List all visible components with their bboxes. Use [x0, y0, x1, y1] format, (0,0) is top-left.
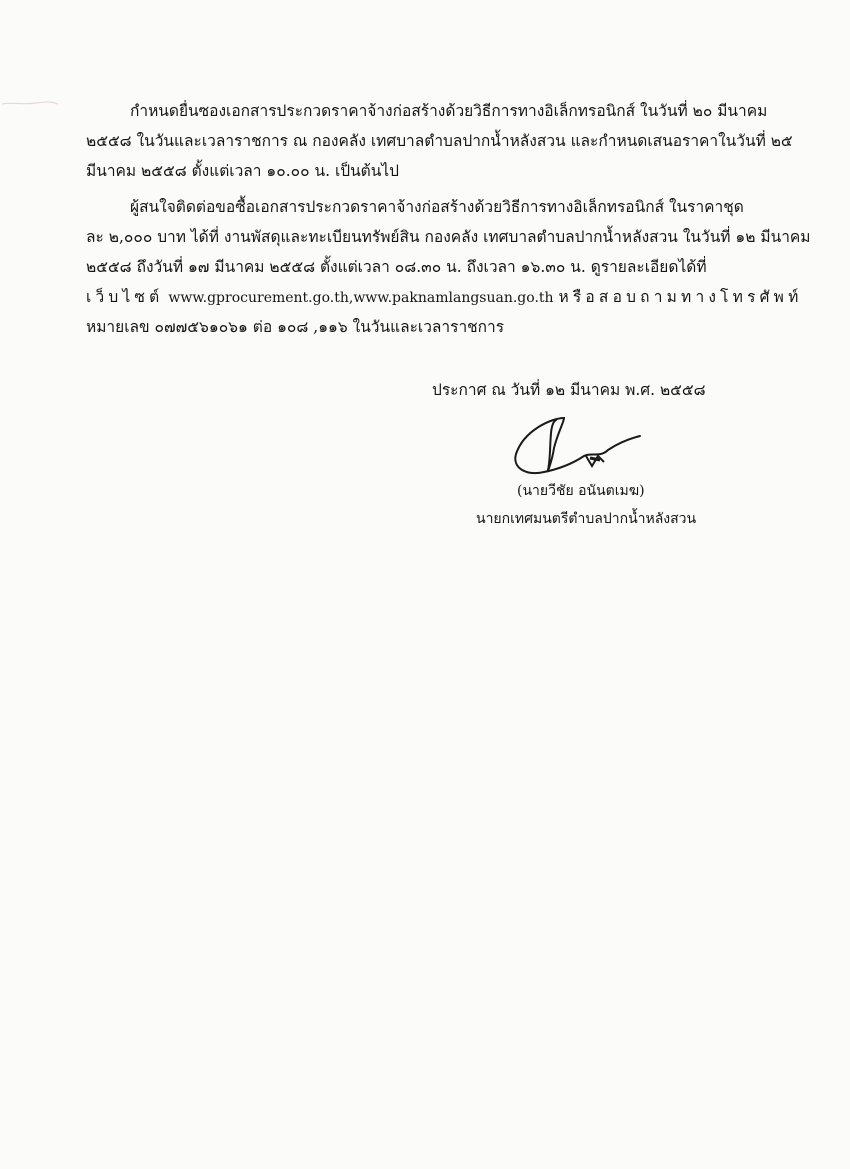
paragraph-submission-schedule [86, 96, 793, 186]
paragraph2-line-2: ละ ๒,๐๐๐ บาท ได้ที่ งานพัสดุและทะเบียนทรัพย์สิน กองคลัง เทศบาลตำบลปากน้ำหลังสวน ในวันที่ ๑๒ มีนาคม [86, 228, 811, 246]
website-label: เว็บไซต์ [86, 288, 164, 306]
paragraph1-line-1: กำหนดยื่นซองเอกสารประกวดราคาจ้างก่อสร้างด้วยวิธีการทางอิเล็กทรอนิกส์ ในวันที่ ๒๐ มีนาคม [130, 102, 768, 120]
paragraph1-line-3: มีนาคม ๒๕๕๘ ตั้งแต่เวลา ๑๐.๐๐ น. เป็นต้นไป [86, 162, 399, 180]
scan-artifact-mark [0, 98, 60, 108]
phone-inquiry-text: หรือสอบถามทางโทรศัพท์ [558, 288, 803, 306]
website-urls: www.gprocurement.go.th,www.paknamlangsuan.go.th [168, 290, 554, 306]
paragraph2-line-4 [86, 282, 803, 312]
paragraph-document-purchase [86, 192, 811, 342]
signer-name: (นายวีชัย อนันตเมฆ) [517, 483, 645, 499]
paragraph1-line-2: ๒๕๕๘ ในวันและเวลาราชการ ณ กองคลัง เทศบาลตำบลปากน้ำหลังสวน และกำหนดเสนอราคาในวันที่ ๒๕ [86, 132, 793, 150]
paragraph2-line-3: ๒๕๕๘ ถึงวันที่ ๑๗ มีนาคม ๒๕๕๘ ตั้งแต่เวลา ๐๘.๓๐ น. ถึงเวลา ๑๖.๓๐ น. ดูรายละเอียดได้ที่ [86, 258, 707, 276]
signer-title: นายกเทศมนตรีตำบลปากน้ำหลังสวน [476, 511, 697, 527]
paragraph2-line-1: ผู้สนใจติดต่อขอซื้อเอกสารประกวดราคาจ้างก่อสร้างด้วยวิธีการทางอิเล็กทรอนิกส์ ในราคาชุด [130, 198, 744, 216]
paragraph2-line-5: หมายเลข ๐๗๗๕๖๑๐๖๑ ต่อ ๑๐๘ ,๑๑๖ ในวันและเวลาราชการ [86, 318, 505, 336]
announcement-date: ประกาศ ณ วันที่ ๑๒ มีนาคม พ.ศ. ๒๕๕๘ [432, 381, 706, 399]
handwritten-signature [508, 412, 648, 482]
